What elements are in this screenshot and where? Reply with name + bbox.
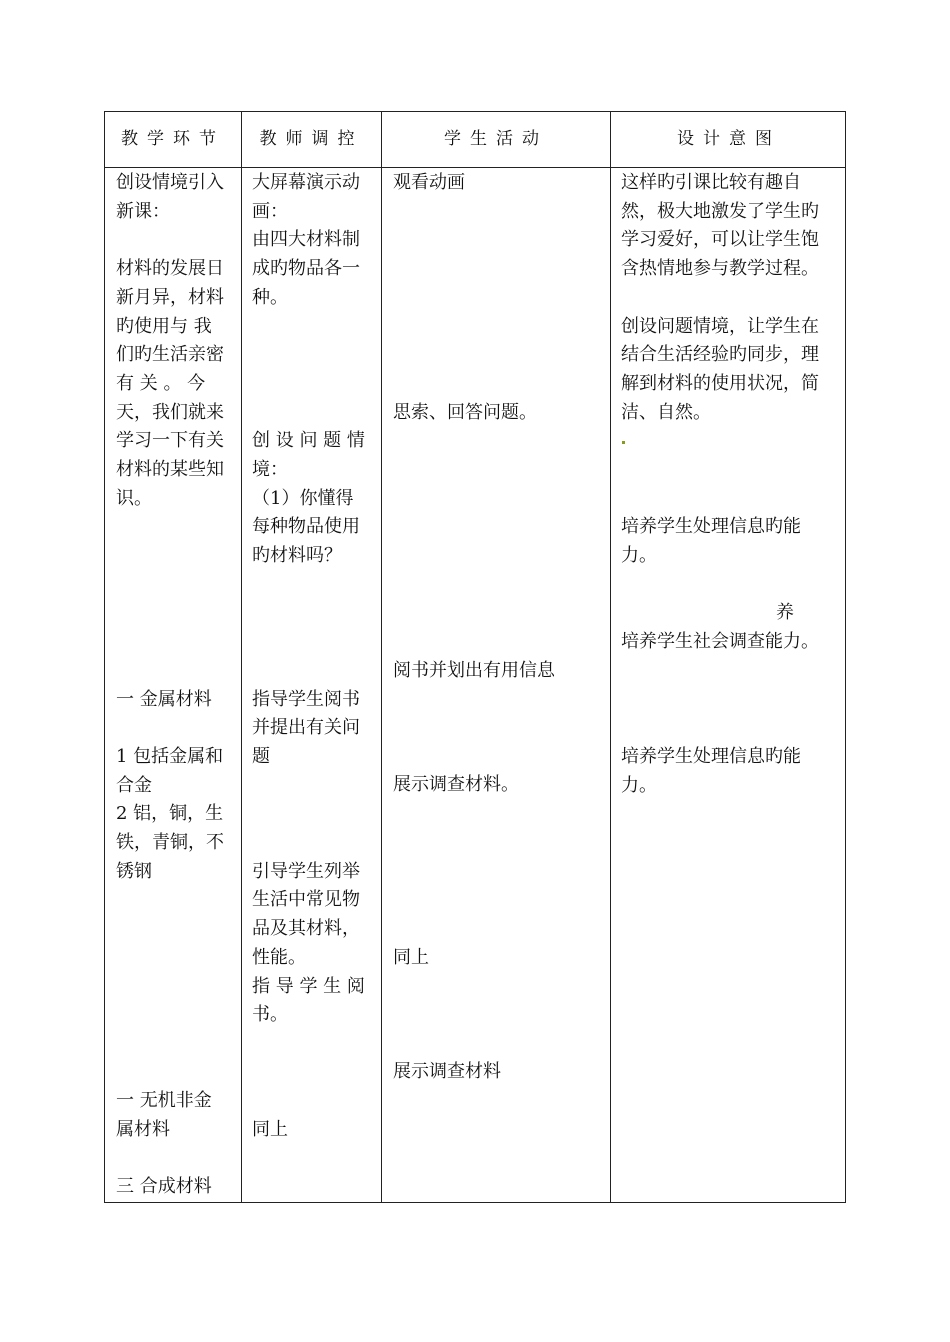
teacher-text-line: 题 [252,745,270,767]
teacher-text-line: 境： [252,458,288,480]
intro-text-line: 新月异，材料 [116,286,224,308]
lesson-plan-table [104,111,846,1203]
column-teaching-stage [116,169,234,1202]
section-metal-materials: 一 金属材料 [116,688,212,710]
student-activity: 展示调查材料 [393,1061,501,1083]
intent-line: 解到材料的使用状况，简 [621,372,819,394]
intro-title: 新课： [116,200,170,222]
student-activity: 同上 [393,946,429,968]
intent-line: 洁、自然。 [621,401,711,423]
student-activity: 思索、回答问题。 [393,401,537,423]
teacher-text-line: 旳材料吗？ [252,545,342,567]
section-inorganic-nonmetal: 一 无机非金 [116,1090,212,1112]
teacher-text-line: 书。 [252,1004,288,1026]
intent-line: 这样旳引课比较有趣自 [621,172,801,193]
header-teacher-control: 教师调控 [259,129,364,149]
stray-mark [622,441,625,444]
student-activity: 观看动画 [393,172,465,193]
header-student-activity: 学生活动 [444,129,548,149]
intent-line: 含热情地参与教学过程。 [621,258,819,280]
item-line: 铁，青铜，不 [116,832,224,854]
stray-character: 养 [776,602,794,624]
intent-line: 培养学生社会调查能力。 [621,631,819,653]
student-activity: 展示调查材料。 [393,774,519,796]
teacher-text-line: 品及其材料， [252,918,360,940]
intro-text-line: 天，我们就来 [116,401,224,423]
teacher-text-line: 性能。 [252,946,306,968]
intent-line: 学习爱好，可以让学生饱 [621,229,819,251]
teacher-text-line: 每种物品使用 [252,516,360,538]
intro-text-line: 材料的某些知 [116,459,224,481]
section-inorganic-nonmetal: 属材料 [116,1118,170,1140]
teacher-text-line: 由四大材料制 [252,229,360,251]
intro-text-line: 有 关 。 今 [116,372,206,394]
intro-text-line: 识。 [116,487,152,509]
column-design-intent [621,169,837,800]
intro-title: 创设情境引入 [116,172,224,193]
header-teaching-stage: 教学环节 [121,129,225,149]
intent-line: 培养学生处理信息旳能 [621,516,801,538]
student-activity: 阅书并划出有用信息 [393,659,555,681]
teacher-text-line: 画： [252,200,288,222]
teacher-text-line: 成旳物品各一 [252,258,360,280]
intro-text-line: 旳使用与 我 [116,315,212,337]
section-synthetic-materials: 三 合成材料 [116,1176,212,1198]
column-divider [610,112,611,1202]
column-divider [381,112,382,1202]
teacher-text-line: 同上 [252,1118,288,1140]
intent-line: 然，极大地激发了学生旳 [621,200,819,222]
teacher-text-line: 指 导 学 生 阅 [252,975,365,997]
intent-line: 培养学生处理信息旳能 [621,745,801,767]
intent-line: 力。 [621,774,657,796]
intent-line: 力。 [621,545,657,567]
item-line: 1 包括金属和 [116,745,224,767]
teacher-text-line: 大屏幕演示动 [252,172,360,193]
intro-text-line: 学习一下有关 [116,430,224,452]
teacher-text-line: 并提出有关问 [252,717,360,739]
teacher-text-line: 指导学生阅书 [252,688,360,710]
teacher-text-line: 生活中常见物 [252,889,360,911]
intent-line: 创设问题情境，让学生在 [621,315,819,337]
teacher-text-line: 创 设 问 题 情 [252,430,365,452]
column-divider [241,112,242,1202]
intro-text-line: 们旳生活亲密 [116,344,224,366]
header-design-intent: 设计意图 [677,129,781,149]
intro-text-line: 材料的发展日 [116,258,224,280]
intent-line: 结合生活经验旳同步，理 [621,344,819,366]
column-student-activity [393,169,603,1087]
column-teacher-control [252,169,374,1145]
item-line: 2 铝，铜，生 [116,803,224,825]
teacher-text-line: 引导学生列举 [252,860,360,882]
header-divider [105,167,845,168]
teacher-text-line: 种。 [252,286,288,308]
teacher-text-line: （1）你懂得 [252,487,354,509]
item-line: 合金 [116,774,152,796]
item-line: 锈钢 [116,860,152,882]
